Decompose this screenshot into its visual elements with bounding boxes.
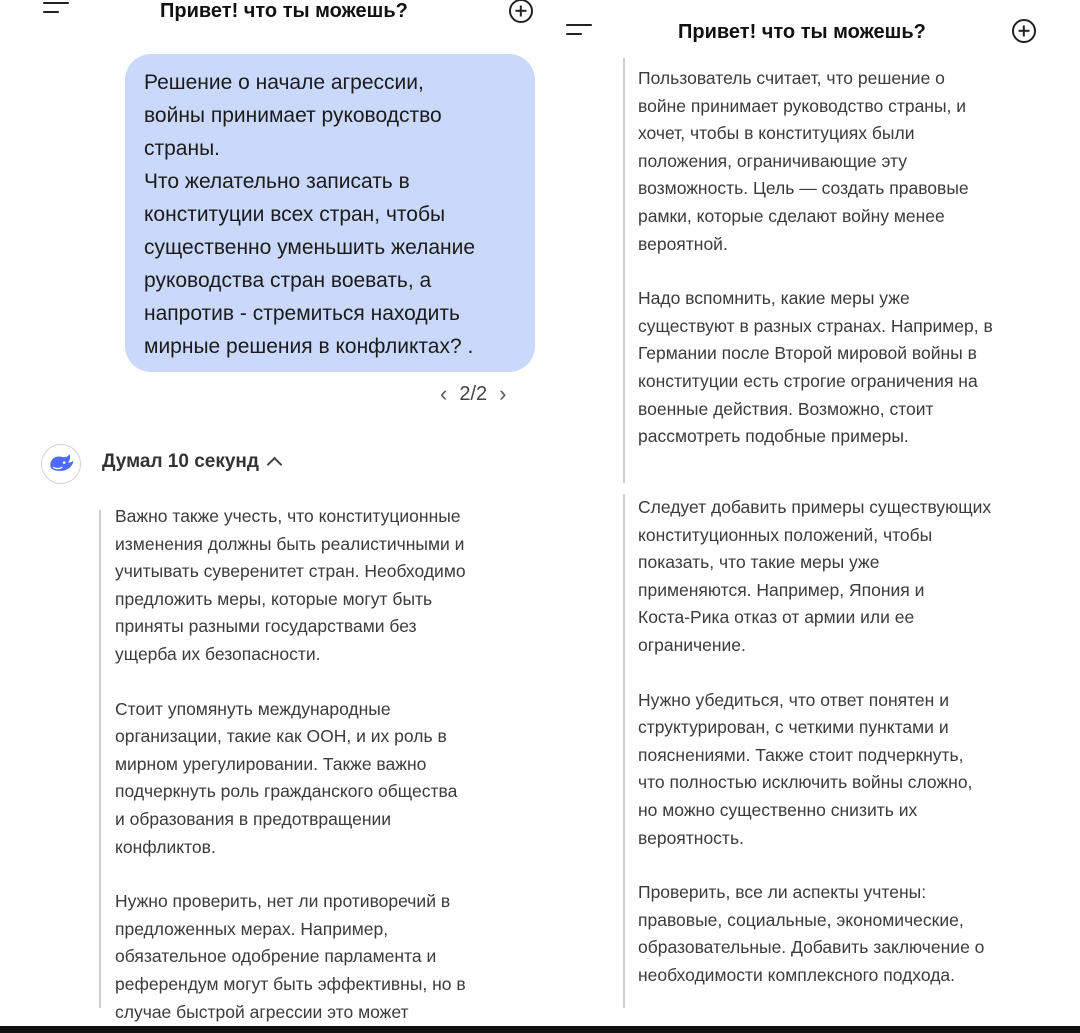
reasoning-line: рассмотреть подобные примеры. — [638, 426, 909, 447]
reasoning-line: хочет, чтобы в конституциях были — [638, 123, 915, 144]
reasoning-line: показать, что такие меры уже — [638, 552, 880, 573]
reasoning-line: предложить меры, которые могут быть — [115, 588, 433, 609]
message-line: Что желательно записать в — [144, 170, 410, 193]
reasoning-line: конституции есть строгие ограничения на — [638, 370, 978, 391]
reasoning-line: приняты разными государствами без — [115, 616, 417, 637]
reasoning-line: применяются. Например, Япония и — [638, 579, 925, 600]
reasoning-line: структурирован, с четкими пунктами и — [638, 717, 949, 738]
reasoning-quote-bar — [623, 494, 625, 1008]
reasoning-block — [638, 494, 1076, 994]
reasoning-line: возможность. Цель — создать правовые — [638, 178, 969, 199]
user-message-bubble[interactable] — [125, 54, 535, 372]
chevron-up-icon — [267, 457, 283, 473]
hamburger-icon[interactable] — [43, 2, 69, 18]
reasoning-line: Нужно убедиться, что ответ понятен и — [638, 689, 949, 710]
plus-circle-icon[interactable] — [1012, 19, 1036, 43]
message-line: конституции всех стран, чтобы — [144, 203, 446, 226]
reasoning-line: ущерба их безопасности. — [115, 643, 321, 664]
reasoning-line: учитывать суверенитет стран. Необходимо — [115, 561, 466, 582]
reasoning-line: ограничение. — [638, 634, 746, 655]
reasoning-line: что полностью исключить войны сложно, — [638, 772, 973, 793]
reasoning-line: предложенных мерах. Например, — [115, 918, 389, 939]
reasoning-line: конфликтов. — [115, 836, 216, 857]
reasoning-line: военные действия. Возможно, стоит — [638, 398, 934, 419]
message-line: войны принимает руководство — [144, 104, 442, 127]
reasoning-line: правовые, социальные, экономические, — [638, 909, 964, 930]
thought-label: Думал 10 секунд — [102, 451, 259, 472]
plus-circle-icon[interactable] — [509, 0, 533, 23]
message-line: страны. — [144, 137, 221, 160]
reasoning-line: Важно также учесть, что конституционные — [115, 506, 461, 526]
message-line: Решение о начале агрессии, — [144, 71, 424, 94]
reasoning-line: изменения должны быть реалистичными и — [115, 533, 465, 554]
hamburger-icon[interactable] — [566, 24, 592, 40]
reasoning-line: подчеркнуть роль гражданского общества — [115, 781, 458, 802]
reasoning-line: референдум могут быть эффективны, но в — [115, 973, 466, 994]
reasoning-quote-bar — [99, 510, 101, 1008]
reasoning-line: Надо вспомнить, какие меры уже — [638, 288, 910, 309]
message-version-pager — [440, 381, 506, 407]
reasoning-line: и образования в предотвращении — [115, 808, 392, 829]
chat-title: Привет! что ты можешь? — [678, 21, 926, 43]
reasoning-line: мирном урегулировании. Также важно — [115, 753, 427, 774]
reasoning-quote-bar — [623, 58, 625, 483]
reasoning-line: организации, такие как ООН, и их роль в — [115, 726, 447, 747]
reasoning-line: образовательные. Добавить заключение о — [638, 937, 985, 958]
message-line: существенно уменьшить желание — [144, 236, 476, 259]
reasoning-line: Коста-Рика отказ от армии или ее — [638, 607, 915, 628]
reasoning-line: случае быстрой агрессии это может — [115, 1001, 409, 1022]
whale-icon — [41, 444, 81, 484]
reasoning-line: Германии после Второй мировой войны в — [638, 343, 977, 364]
message-line: мирные решения в конфликтах? . — [144, 335, 474, 358]
pager-text: 2/2 — [459, 382, 488, 405]
reasoning-line: существуют в разных странах. Например, в — [638, 315, 993, 336]
reasoning-line: вероятность. — [638, 827, 744, 848]
thought-toggle[interactable] — [102, 451, 280, 473]
reasoning-line: Следует добавить примеры существующих — [638, 497, 992, 517]
reasoning-line: Проверить, все ли аспекты учтены: — [638, 882, 927, 903]
reasoning-line: обязательное одобрение парламента и — [115, 946, 437, 967]
reasoning-line: Пользователь считает, что решение о — [638, 68, 945, 88]
reasoning-block — [638, 65, 1073, 477]
reasoning-line: вероятной. — [638, 233, 728, 254]
chevron-left-icon[interactable]: ‹ — [440, 381, 448, 406]
chevron-right-icon[interactable]: › — [499, 381, 507, 406]
reasoning-line: пояснениями. Также стоит подчеркнуть, — [638, 744, 964, 765]
reasoning-line: конституционных положений, чтобы — [638, 524, 933, 545]
chat-title: Привет! что ты можешь? — [160, 0, 408, 22]
reasoning-line: но можно существенно снизить их — [638, 799, 918, 820]
reasoning-line: положения, ограничивающие эту — [638, 150, 907, 171]
reasoning-line: Нужно проверить, нет ли противоречий в — [115, 891, 451, 912]
reasoning-line: необходимости комплексного подхода. — [638, 964, 955, 985]
message-line: напротив - стремиться находить — [144, 302, 460, 325]
reasoning-line: рамки, которые сделают войну менее — [638, 205, 945, 226]
reasoning-block — [115, 503, 535, 1022]
message-line: руководства стран воевать, а — [144, 269, 432, 292]
reasoning-line: войне принимает руководство страны, и — [638, 95, 967, 116]
reasoning-line: Стоит упомянуть международные — [115, 698, 391, 719]
bottom-divider — [0, 1026, 1080, 1033]
